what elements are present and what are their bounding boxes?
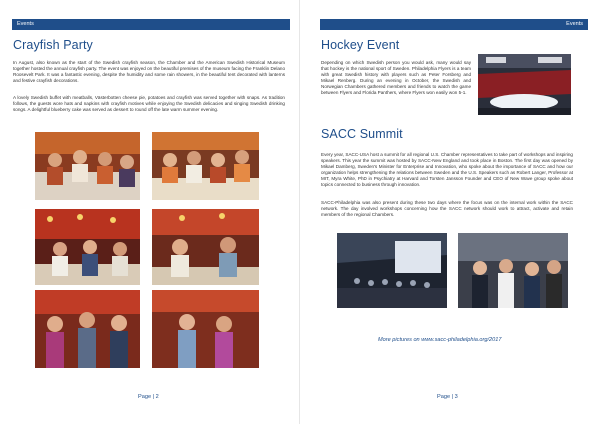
summit-paragraph-1: Every year, SACC-USA host a summit for all regional U.S. Chamber representatives to take part of workshops and inspiring speakers. This year the summit was hosted by SACC-New England and took place in Boston. The first day was opened by Mikael Damberg, Sweden's Minister for Enterprise and Innovation, who spoke about the importance of SACC and how our organization helps strengthening the relations between Sweden and the U.S. Speakers such as Robert Langer, Professor at MIT, Myra White, PhD in Psychiatry at Harvard and Torsten Jansson Founder and CEO of New Wave group spoke about topics connected to business through innovation. [321,152,573,188]
more-pictures-link[interactable]: More pictures on www.sacc-philadelphia.org/2017 [378,337,502,343]
hockey-arena-photo [478,54,571,115]
crayfish-paragraph-1: In August, also known as the start of the Swedish crayfish season, the Chamber and the American Swedish Historical Museum together hosted the annual crayfish party. The event was enjoyed on the beautiful premises of the museum facing the Franklin Delano Roosevelt Park. It was a fantastic evening, despite the humidity and some rain showers, in the beautiful tent decorated with lanterns and festive crayfish decorations. [13,60,285,84]
right-page [300,0,600,424]
hockey-event-title: Hockey Event [321,38,400,52]
section-label-bar: Events [320,19,588,30]
crayfish-photo-2 [152,132,259,200]
sacc-summit-title: SACC Summit [321,127,403,141]
crayfish-photo-3 [35,209,140,285]
crayfish-photo-4 [152,209,259,285]
crayfish-photo-1 [35,132,140,200]
page-number: Page | 2 [138,394,159,400]
summit-paragraph-2: SACC-Philadelphia was also present during these two days where the focus was on the internal work within the SACC network. The day involved workshops concerning how the SACC network should work to attract, activate and retain members of the regional Chambers. [321,200,573,218]
crayfish-party-title: Crayfish Party [13,38,93,52]
section-label-bar: Events [12,19,290,30]
crayfish-paragraph-2: A lovely Swedish buffet with meatballs, Västerbotten cheese pie, potatoes and crayfish was served together with snaps. As tradition follows, the guests wore hats and napkins with crayfish motives while enjoying the Swedish delicacies and singing Swedish drinking songs. A delightful blueberry cake was served as dessert to round off the late warm summer evening. [13,95,285,113]
page-number: Page | 3 [437,394,458,400]
crayfish-photo-5 [35,290,140,368]
crayfish-photo-6 [152,290,259,368]
hockey-paragraph: Depending on which Swedish person you would ask, many would say that hockey is the national sport of Sweden. Philadelphia Flyers is a team with great Swedish history with players such as Peter Forsberg and Mikael Renberg. During an evening in October, the Swedish and Norwegian Chambers gathered members and friends to watch the game between Flyers and Florida Panthers, where Flyers won easily won 5-1. [321,60,471,96]
summit-photo-2 [458,233,568,308]
summit-photo-1 [337,233,447,308]
